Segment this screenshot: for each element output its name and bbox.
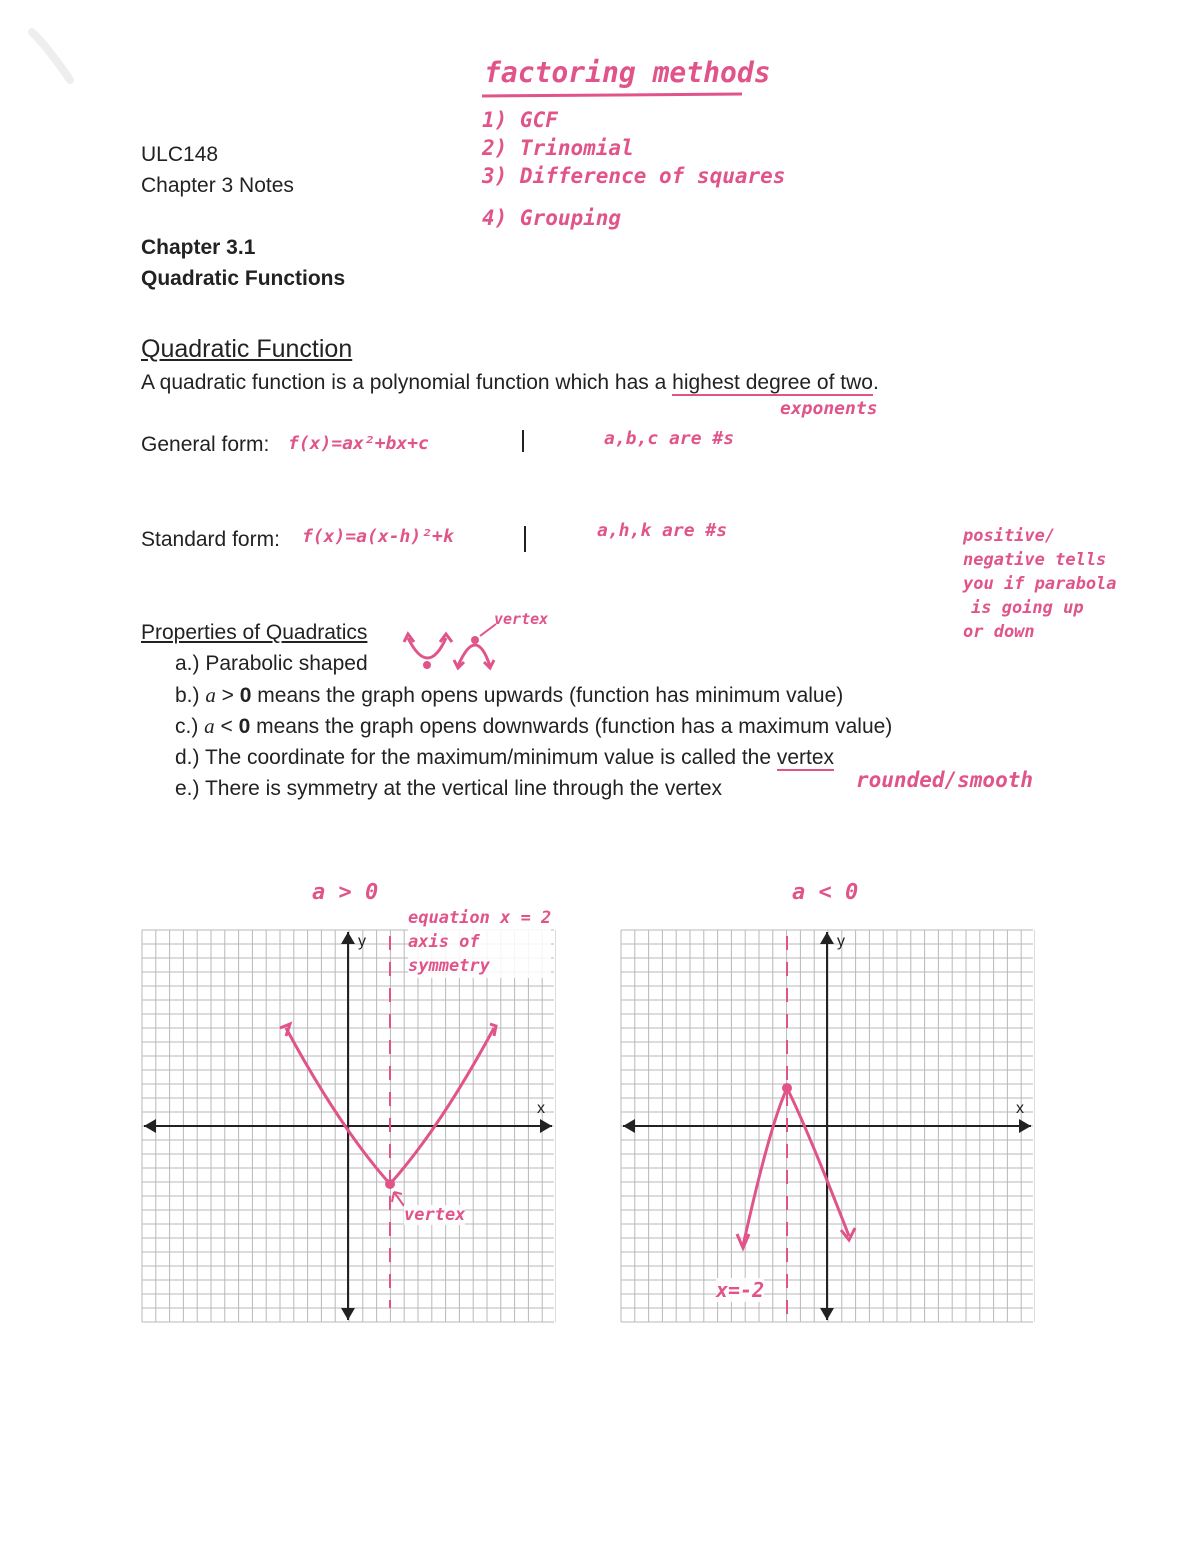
standard-form-note: a,h,k are #s: [597, 520, 728, 541]
definition-highlight: highest degree of two: [672, 371, 873, 394]
property-c-zero: 0: [238, 715, 251, 738]
side-note: [963, 524, 1117, 644]
graph-left-x-axis-arrow-left: [144, 1119, 156, 1133]
graph-left-y-axis-arrow-down: [341, 1308, 355, 1320]
vertex-note: vertex: [494, 610, 549, 628]
graph-left-vertex-pointer: [392, 1192, 404, 1206]
general-form-note: a,b,c are #s: [604, 428, 735, 449]
general-form-divider: [520, 428, 526, 454]
course-code: ULC148: [141, 143, 219, 166]
property-c-var: a: [204, 714, 215, 738]
section-heading-quadratic-function: Quadratic Function: [141, 335, 353, 363]
graph-left-y-axis-arrow-up: [341, 932, 355, 944]
side-note-line: negative tells: [963, 550, 1107, 570]
factoring-item-1: 1) GCF: [482, 108, 558, 132]
factoring-title: factoring methods: [484, 56, 771, 89]
definition-text-after: .: [872, 371, 879, 394]
graph-left-vertex-point: [385, 1179, 395, 1189]
notes-title: Chapter 3 Notes: [141, 174, 294, 197]
property-c-prefix: c.): [175, 715, 205, 738]
property-b-var: a: [205, 683, 216, 707]
faint-mark-decoration: [20, 20, 100, 100]
property-d: [175, 746, 834, 770]
graph-right-axis-note: x=-2: [716, 1278, 765, 1302]
property-b-text: means the graph opens upwards (function has minimum value): [251, 684, 844, 707]
graph-right: [619, 928, 1035, 1324]
property-e: e.) There is symmetry at the vertical line through the vertex: [175, 777, 723, 800]
graph-right-x-label: x: [1016, 1100, 1024, 1117]
general-form-label: General form:: [141, 433, 270, 456]
axis-note-line: axis of: [408, 932, 480, 952]
graph-left-title: a > 0: [312, 880, 379, 905]
axis-note-line: symmetry: [408, 956, 490, 976]
factoring-item-3: 3) Difference of squares: [482, 164, 786, 188]
property-b: [175, 683, 843, 708]
factoring-item-2: 2) Trinomial: [482, 136, 634, 160]
property-b-ineq: >: [215, 684, 240, 707]
standard-form-formula: f(x)=a(x-h)²+k: [302, 526, 454, 547]
property-c-ineq: <: [214, 715, 239, 738]
graph-left-y-label: y: [358, 933, 366, 950]
rounded-smooth-note: rounded/smooth: [856, 768, 1034, 792]
side-note-line: is going up: [971, 598, 1084, 618]
chapter-title: Quadratic Functions: [141, 267, 346, 290]
graph-left-axis-note: [408, 906, 551, 978]
standard-form-label: Standard form:: [141, 528, 280, 551]
axis-note-line: equation x = 2: [408, 908, 552, 928]
graph-right-x-axis-arrow-right: [1019, 1119, 1031, 1133]
graph-right-y-axis-arrow-up: [820, 932, 834, 944]
standard-form-divider: [522, 524, 528, 554]
side-note-line: positive/: [963, 526, 1056, 546]
property-d-text: d.) The coordinate for the maximum/minimum value is called the: [175, 746, 777, 769]
graph-left-x-label: x: [537, 1100, 545, 1117]
chapter-number: Chapter 3.1: [141, 236, 256, 259]
factoring-item-4: 4) Grouping: [482, 206, 622, 230]
side-note-line: or down: [963, 622, 1035, 642]
general-form-formula: f(x)=ax²+bx+c: [288, 433, 429, 454]
definition-text-before: A quadratic function is a polynomial function which has a: [141, 371, 673, 394]
property-a: a.) Parabolic shaped: [175, 652, 368, 675]
graph-right-title: a < 0: [792, 880, 859, 905]
graph-right-y-label: y: [837, 933, 845, 950]
property-b-prefix: b.): [175, 684, 206, 707]
property-c-text: means the graph opens downwards (function has a maximum value): [250, 715, 893, 738]
property-b-zero: 0: [239, 684, 252, 707]
graph-left: [140, 928, 556, 1324]
graph-right-y-axis-arrow-down: [820, 1308, 834, 1320]
factoring-underline: [480, 90, 750, 100]
graph-left-vertex-note: vertex: [404, 1205, 466, 1225]
graph-right-x-axis-arrow-left: [623, 1119, 635, 1133]
graph-left-x-axis-arrow-right: [540, 1119, 552, 1133]
graph-right-vertex-point: [782, 1083, 792, 1093]
parabola-shape-sketch: [400, 618, 510, 678]
property-d-word: vertex: [776, 746, 835, 769]
side-note-line: you if parabola: [963, 574, 1117, 594]
properties-heading: Properties of Quadratics: [141, 621, 368, 644]
definition-text: [141, 371, 879, 395]
exponents-note: exponents: [780, 398, 878, 419]
property-c: [175, 714, 892, 739]
